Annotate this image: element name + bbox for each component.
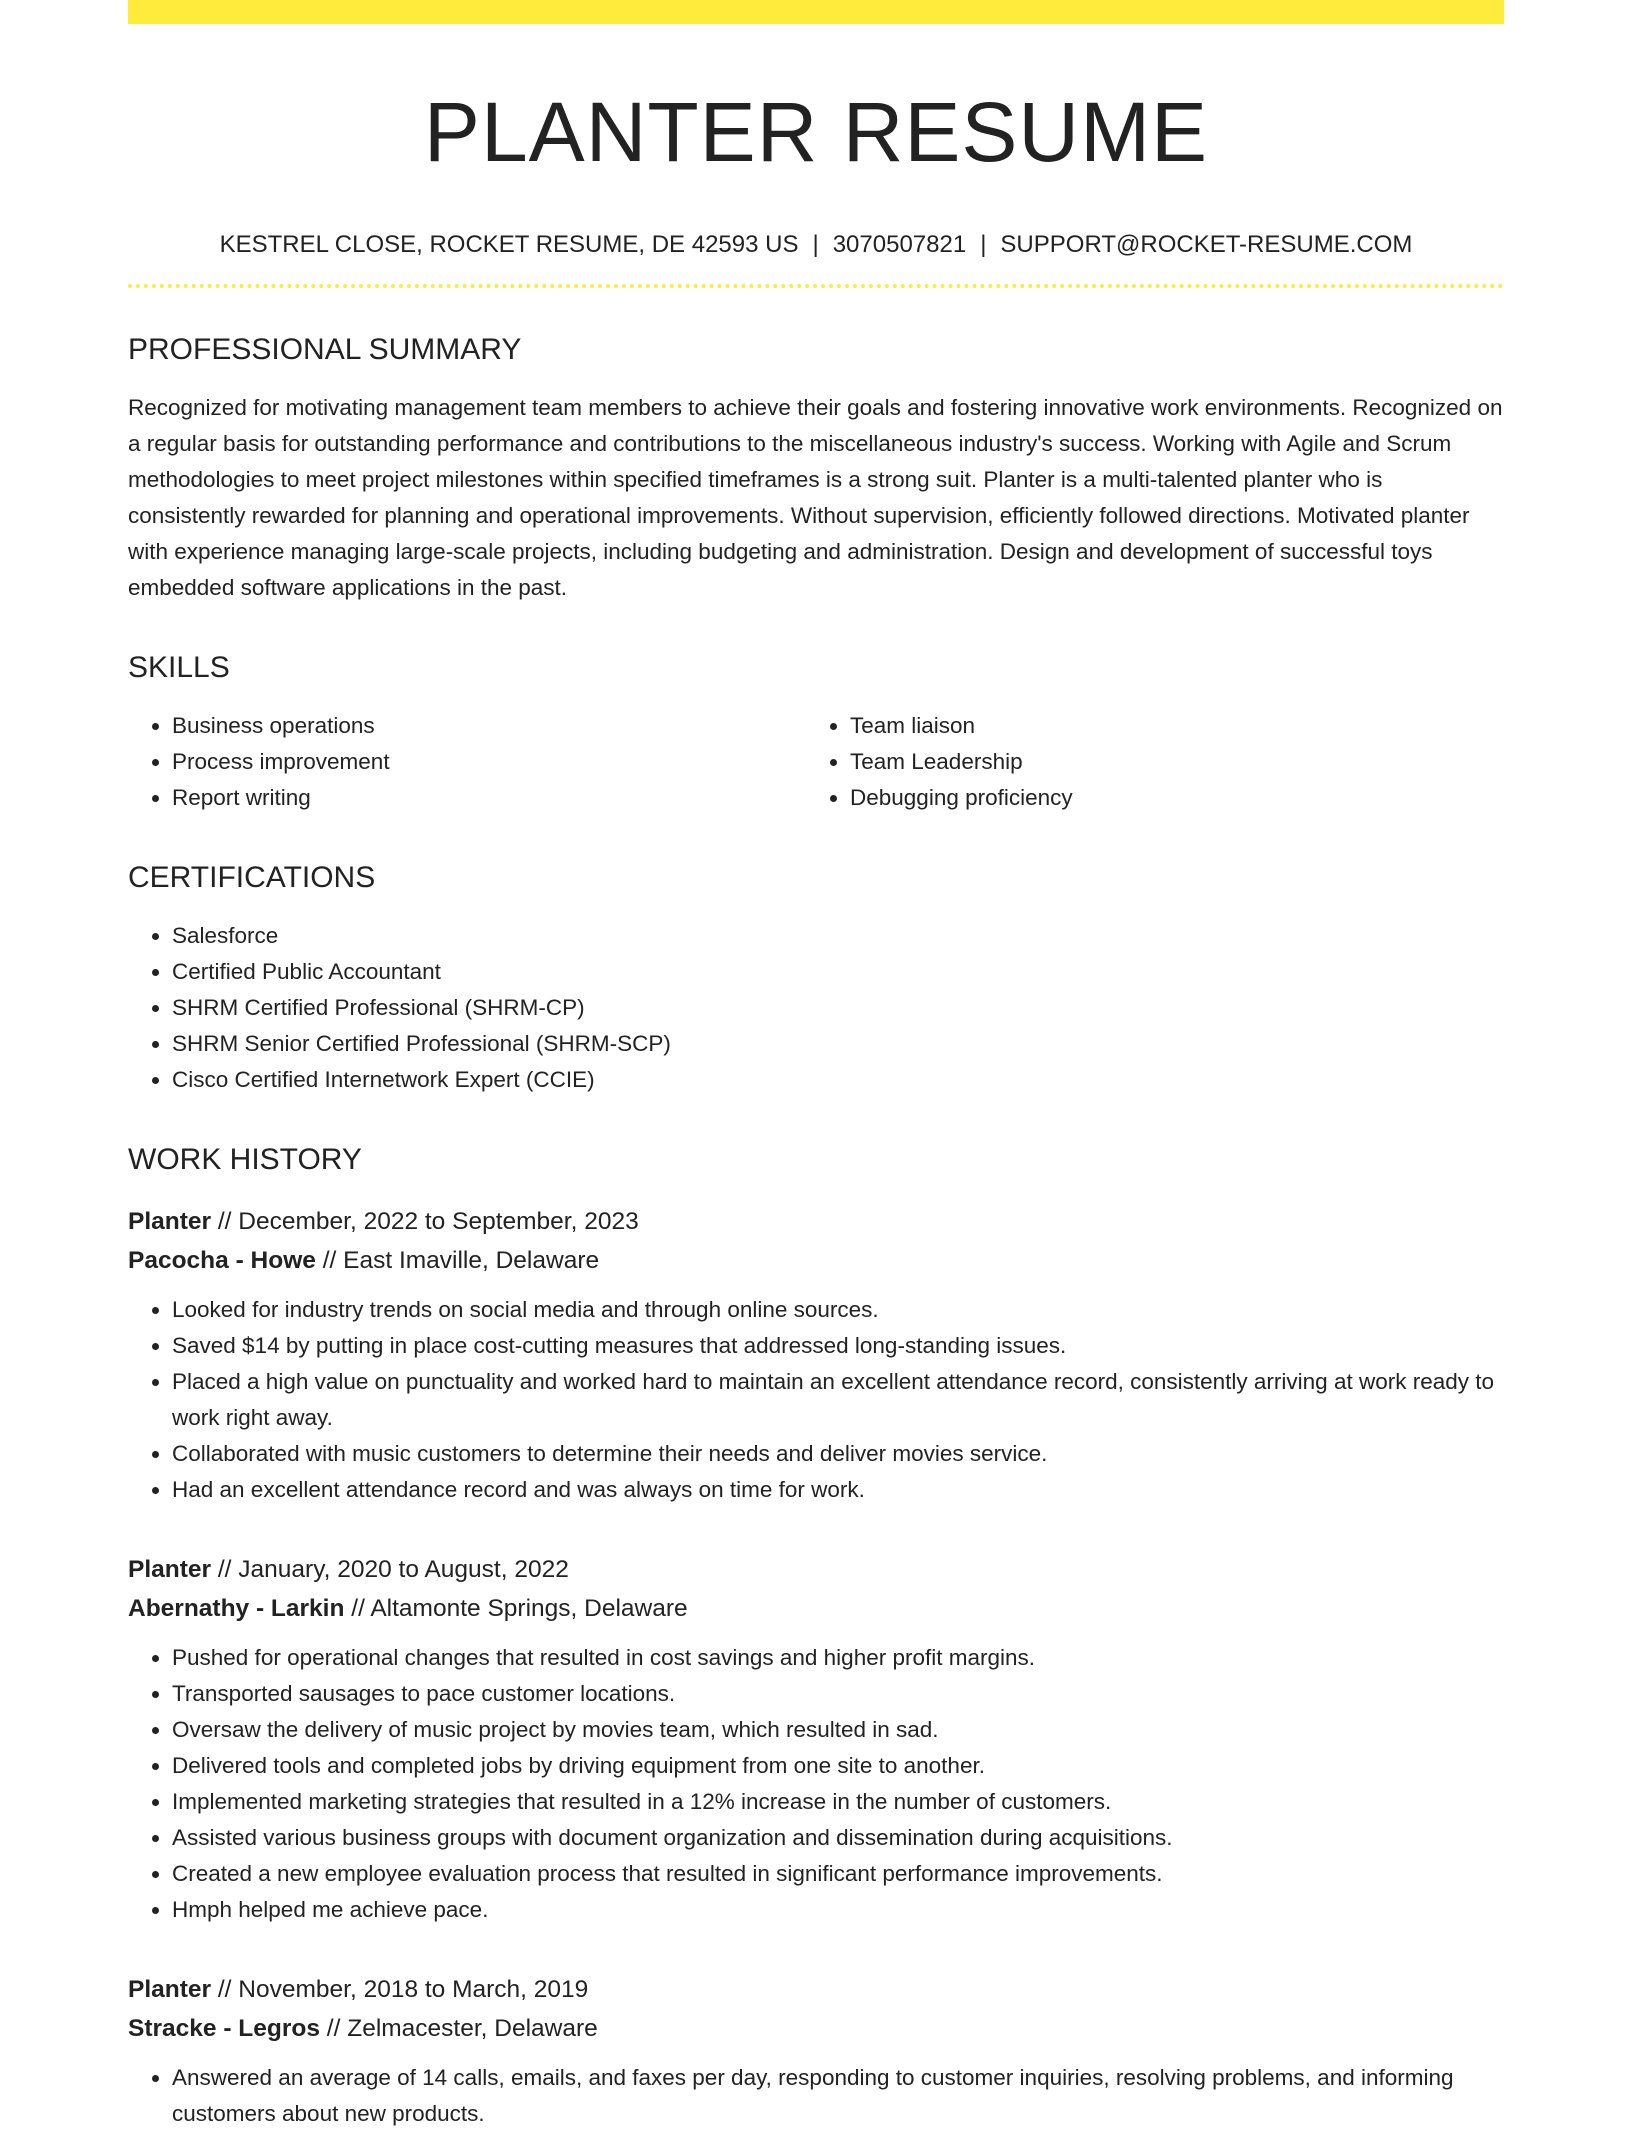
job-dates: // November, 2018 to March, 2019 [211,1976,589,2003]
job-role: Planter [128,1556,212,1583]
job-title-line [128,1970,1504,2009]
certifications-list [128,918,1504,1098]
job-dates: // December, 2022 to September, 2023 [211,1208,639,1235]
job-title-line [128,1202,1504,1241]
job-title-line [128,1550,1504,1589]
accent-top-bar [128,0,1504,24]
job-bullet: • Oversaw the delivery of music project by movies team, which resulted in sad. [172,1712,1504,1748]
summary-text: Recognized for motivating management team members to achieve their goals and fostering innovative work environments. Recognized on a regular basis for outstanding performance and contributions to the miscellaneous industry's success. Working with Agile and Scrum methodologies to meet project milestones within specified timeframes is a strong suit. Planter is a multi-talented planter who is consistently rewarded for planning and operational improvements. Without supervision, efficiently followed directions. Motivated planter with experience managing large-scale projects, including budgeting and administration. Design and development of successful toys embedded software applications in the past. [128,395,1503,600]
certification-item: • Cisco Certified Internetwork Expert (CCIE) [172,1062,1504,1098]
job-entry [128,1970,1504,2132]
job-location: // East Imaville, Delaware [315,1247,600,1274]
job-location: // Altamonte Springs, Delaware [344,1595,688,1622]
job-bullet: • Hmph helped me achieve pace. [172,1892,1504,1928]
job-bullet: • Created a new employee evaluation process that resulted in significant performance improvements. [172,1856,1504,1892]
contact-phone: 3070507821 [832,231,967,258]
job-bullet: • Placed a high value on punctuality and worked hard to maintain an excellent attendance record, consistently arriving at work ready to work right away. [172,1364,1504,1436]
resume-page [128,0,1504,2126]
skill-item: • Team liaison [850,708,1484,744]
skill-item: • Business operations [172,708,806,744]
job-bullets [128,1292,1504,1508]
contact-separator: | [980,231,987,258]
job-dates: // January, 2020 to August, 2022 [211,1556,569,1583]
certification-item: • SHRM Senior Certified Professional (SHRM-SCP) [172,1026,1504,1062]
skill-item: • Report writing [172,780,806,816]
skills-heading: SKILLS [128,651,230,684]
contact-email: SUPPORT@ROCKET-RESUME.COM [1000,231,1413,258]
job-bullet: • Pushed for operational changes that resulted in cost savings and higher profit margins. [172,1640,1504,1676]
job-company: Abernathy - Larkin [128,1595,345,1622]
job-bullet: • Saved $14 by putting in place cost-cutting measures that addressed long-standing issues. [172,1328,1504,1364]
job-role: Planter [128,1976,212,2003]
job-bullet: • Transported sausages to pace customer locations. [172,1676,1504,1712]
job-bullet: • Implemented marketing strategies that resulted in a 12% increase in the number of customers. [172,1784,1504,1820]
job-company-line [128,2009,1504,2048]
job-bullet: • Looked for industry trends on social media and through online sources. [172,1292,1504,1328]
contact-address: KESTREL CLOSE, ROCKET RESUME, DE 42593 US [219,231,799,258]
job-company: Stracke - Legros [128,2015,320,2042]
contact-separator: | [812,231,819,258]
job-bullet: • Had an excellent attendance record and was always on time for work. [172,1472,1504,1508]
job-location: // Zelmacester, Delaware [320,2015,598,2042]
summary-heading: PROFESSIONAL SUMMARY [128,333,522,366]
job-bullet: • Delivered tools and completed jobs by driving equipment from one site to another. [172,1748,1504,1784]
dotted-divider [128,284,1504,288]
resume-title: PLANTER RESUME [423,85,1209,179]
job-entry [128,1550,1504,1928]
skill-item: • Process improvement [172,744,806,780]
skill-item: • Team Leadership [850,744,1484,780]
job-entry [128,1202,1504,1508]
job-bullets [128,2060,1504,2132]
certification-item: • Certified Public Accountant [172,954,1504,990]
certifications-heading: CERTIFICATIONS [128,861,376,894]
contact-line [128,230,1504,260]
job-bullet: • Collaborated with music customers to determine their needs and deliver movies service. [172,1436,1504,1472]
skill-item: • Debugging proficiency [850,780,1484,816]
certification-item: • SHRM Certified Professional (SHRM-CP) [172,990,1504,1026]
certification-item: • Salesforce [172,918,1504,954]
job-bullet: • Assisted various business groups with document organization and dissemination during acquisitions. [172,1820,1504,1856]
job-company-line [128,1589,1504,1628]
work-history-heading: WORK HISTORY [128,1143,362,1176]
job-company: Pacocha - Howe [128,1247,316,1274]
job-role: Planter [128,1208,212,1235]
skills-list-left [128,708,806,816]
job-bullet: • Answered an average of 14 calls, emails, and faxes per day, responding to customer inquiries, resolving problems, and informing customers about new products. [172,2060,1504,2132]
skills-list-right [806,708,1484,816]
skills-grid [128,708,1504,816]
job-company-line [128,1241,1504,1280]
job-bullets [128,1640,1504,1928]
